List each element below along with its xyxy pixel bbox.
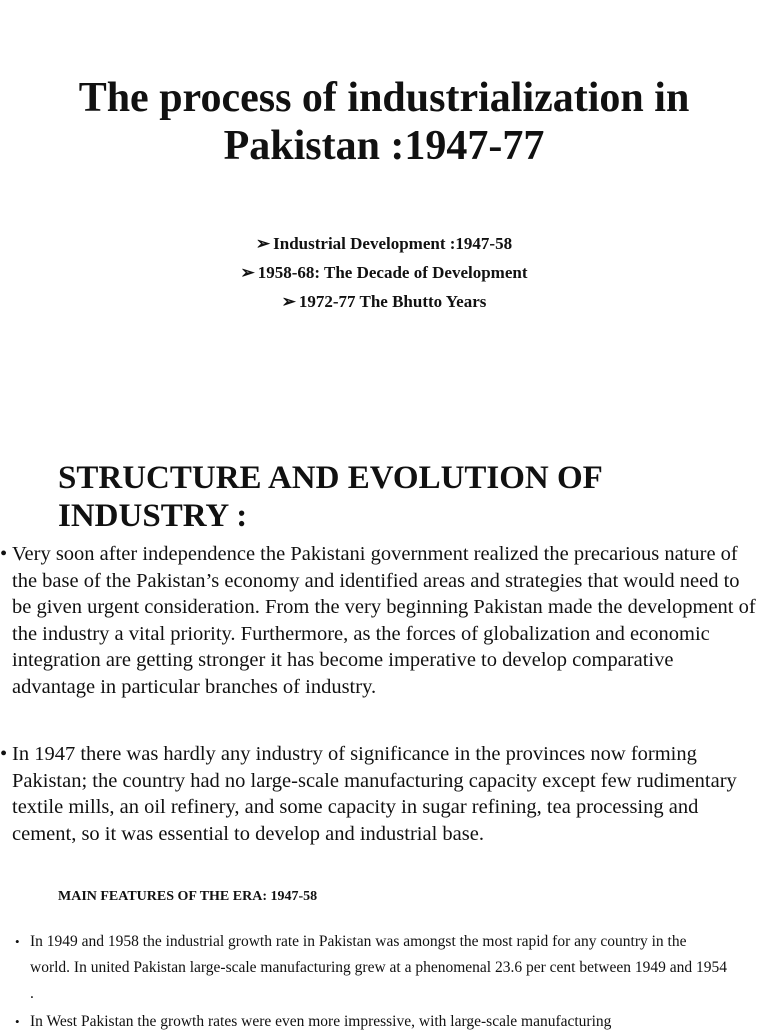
arrow-bullet-icon: ➢: [255, 234, 271, 253]
bullet-icon: •: [0, 543, 8, 565]
paragraph-text: Very soon after independence the Pakistani government realized the precarious nature of the base of the Pakistan’s economy and identified areas and strategies that would need to be given urgent consideration. From the very beginning Pakistan made the development of the industry a vital priority. Furthermore, as the forces of globalization and economic integration are getting stronger it has become imperative to develop comparative advantage in particular branches of industry.: [12, 543, 756, 698]
era-features-heading: MAIN FEATURES OF THE ERA: 1947-58: [58, 889, 318, 904]
body-paragraph: [0, 741, 760, 847]
arrow-bullet-icon: ➢: [240, 263, 255, 282]
bullet-icon: •: [0, 743, 8, 765]
agenda-item-label: Industrial Development :1947-58: [273, 234, 513, 253]
feature-text: In West Pakistan the growth rates were even more impressive, with large-scale manufacturing: [30, 1013, 612, 1030]
paragraph-text: In 1947 there was hardly any industry of significance in the provinces now forming Pakistan; the country had no large-scale manufacturing capacity except few rudimentary textile mills, an oil refinery, and some capacity in sugar refining, tea processing and cement, so it was essential to develop and industrial base.: [12, 743, 737, 845]
arrow-bullet-icon: ➢: [281, 292, 296, 311]
agenda-item-label: 1958-68: The Decade of Development: [257, 263, 528, 282]
agenda-item-label: 1972-77 The Bhutto Years: [298, 292, 487, 311]
body-paragraph: [0, 541, 760, 700]
agenda-item: [0, 229, 768, 258]
feature-item: [0, 929, 768, 1007]
feature-text: In 1949 and 1958 the industrial growth rate in Pakistan was amongst the most rapid for any country in the world. In united Pakistan large-scale manufacturing grew at a phenomenal 23.6 per cent between 1949 and 1954 .: [30, 933, 727, 1002]
agenda-list: [0, 229, 768, 316]
agenda-item: [0, 258, 768, 287]
feature-item: [0, 1009, 768, 1035]
slide-title: The process of industrialization in Pakistan :1947-77: [78, 75, 690, 169]
bullet-icon: •: [15, 1014, 20, 1029]
agenda-item: [0, 287, 768, 316]
bullet-icon: •: [15, 934, 20, 949]
section-heading: STRUCTURE AND EVOLUTION OF INDUSTRY :: [58, 460, 602, 534]
